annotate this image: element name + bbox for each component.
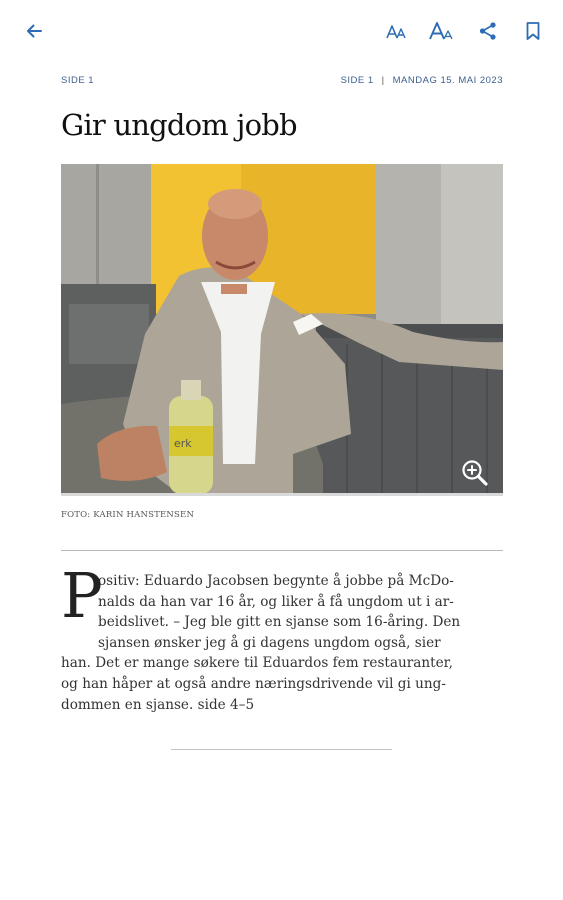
font-size-decrease-button[interactable] <box>380 14 414 48</box>
body-line: nalds da han var 16 år, og liker å få ungdom ut i ar- <box>98 593 454 610</box>
issue-date: MANDAG 15. MAI 2023 <box>392 75 503 86</box>
back-button[interactable] <box>17 14 51 48</box>
body-line: han. Det er mange søkere til Eduardos fem restauranter, <box>61 655 453 672</box>
zoom-in-icon <box>458 456 492 490</box>
bottle-label: erk <box>174 437 192 450</box>
page-label: SIDE 1 <box>340 75 374 86</box>
arrow-left-icon <box>24 21 44 41</box>
body-line: dommen en sjanse. side 4–5 <box>61 696 255 713</box>
text-size-increase-icon <box>429 21 455 41</box>
section-label: SIDE 1 <box>61 75 95 86</box>
photo-illustration <box>61 164 503 494</box>
bookmark-icon <box>524 21 542 41</box>
photo-credit: FOTO: KARIN HANSTENSEN <box>61 510 195 520</box>
article-photo[interactable] <box>61 164 503 494</box>
end-divider <box>171 749 392 750</box>
meta-separator: | <box>381 75 385 86</box>
text-size-decrease-icon <box>385 21 409 41</box>
article-headline: Gir ungdom jobb <box>61 108 297 142</box>
photo-bottom-border <box>61 493 503 496</box>
page-and-date <box>341 75 503 86</box>
bookmark-button[interactable] <box>516 14 550 48</box>
body-line: ositiv: Eduardo Jacobsen begynte å jobbe på McDo- <box>98 573 454 589</box>
body-line: beidslivet. – Jeg ble gitt en sjanse som 16-åring. Den <box>98 614 461 631</box>
share-icon <box>478 21 498 41</box>
body-line: og han håper at også andre næringsdrivende vil gi ung- <box>61 675 446 692</box>
top-toolbar <box>0 0 563 62</box>
share-button[interactable] <box>471 14 505 48</box>
article-meta <box>61 75 503 89</box>
body-line: sjansen ønsker jeg å gi dagens ungdom også, sier <box>98 634 441 651</box>
font-size-increase-button[interactable] <box>425 14 459 48</box>
drop-cap: P <box>61 559 103 632</box>
article-body <box>61 559 503 715</box>
zoom-button[interactable] <box>458 456 492 490</box>
divider <box>61 550 503 551</box>
